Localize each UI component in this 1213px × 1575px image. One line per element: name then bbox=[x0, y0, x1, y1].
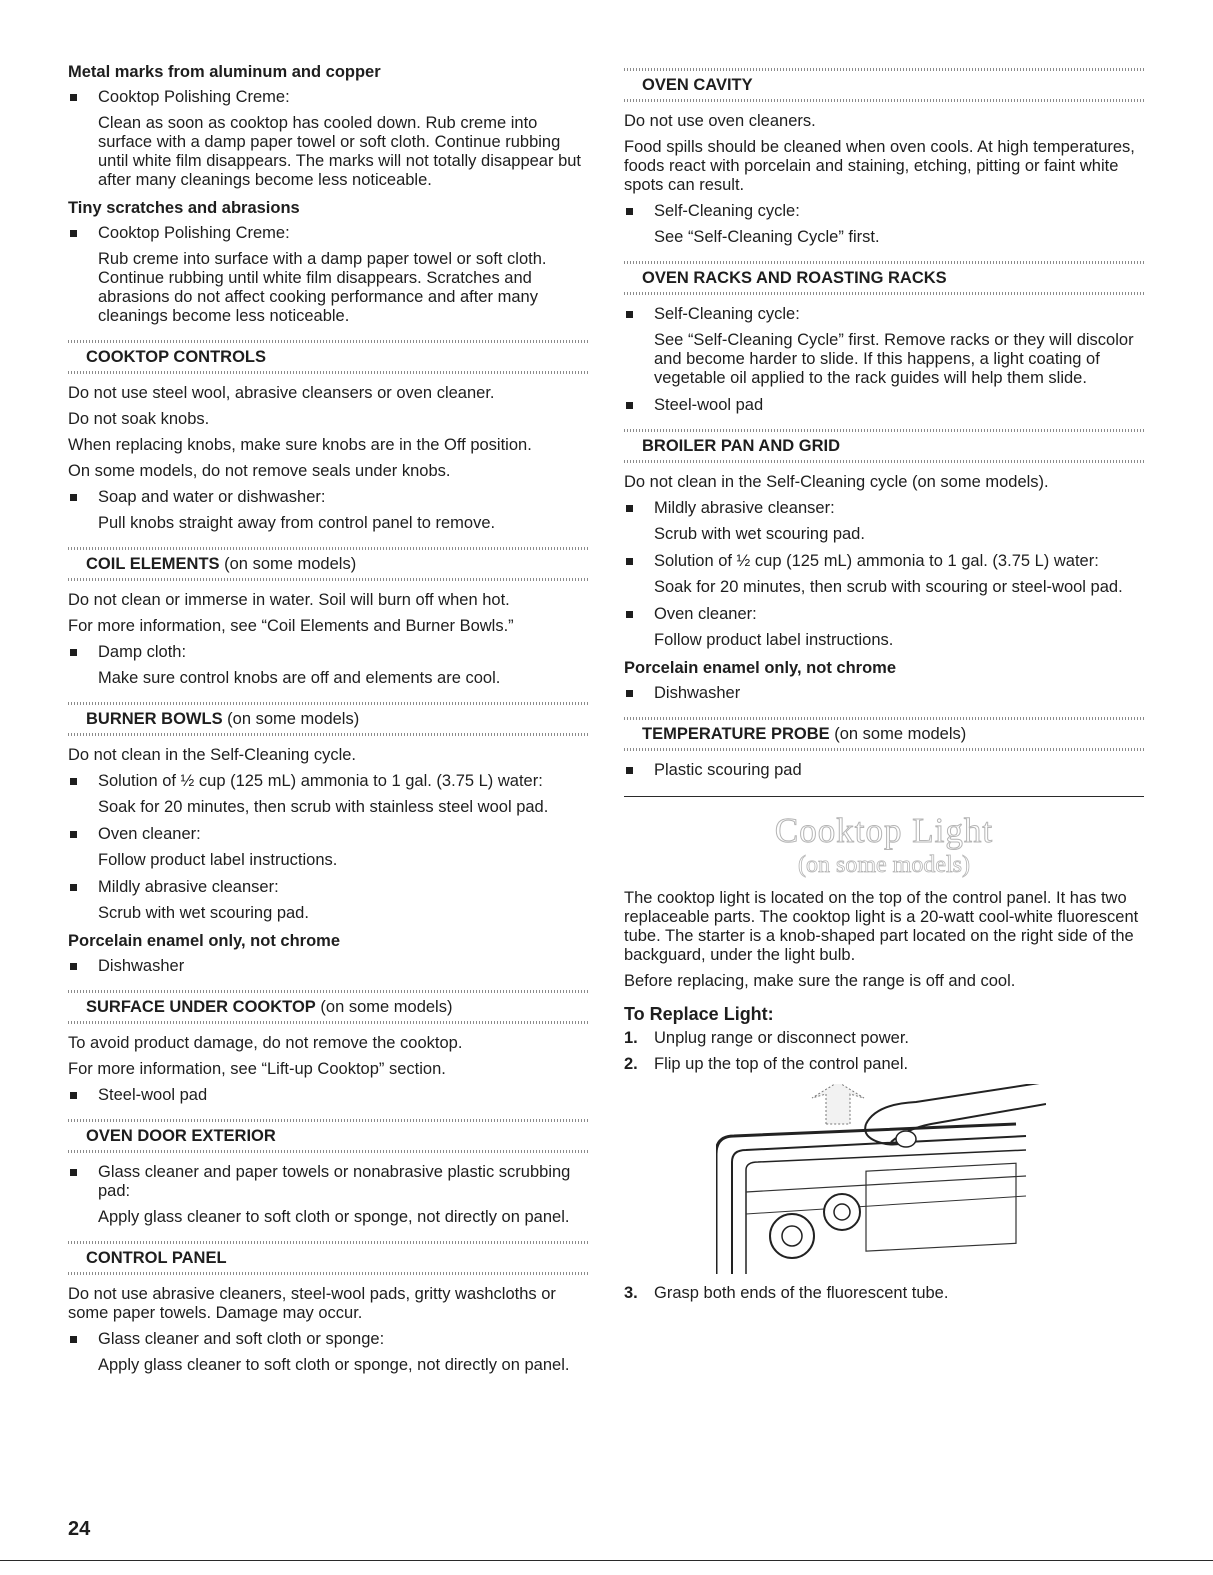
instruction-text: See “Self-Cleaning Cycle” first. bbox=[654, 228, 880, 246]
section-header-coil-elements bbox=[68, 547, 588, 581]
instruction-text: Scrub with wet scouring pad. bbox=[654, 525, 865, 543]
instruction-text: Rub creme into surface with a damp paper towel or soft cloth. Continue rubbing until white film disappears. Scratches and abrasions do not affect cooking performance and after many cleanings become less noticeable. bbox=[98, 250, 547, 325]
bullet-item: Damp cloth: bbox=[68, 643, 588, 662]
replace-light-heading: To Replace Light: bbox=[624, 1004, 774, 1024]
section-title: OVEN RACKS AND ROASTING RACKS bbox=[642, 269, 947, 287]
dotted-rule bbox=[624, 748, 1144, 751]
section-header-broiler-pan bbox=[624, 429, 1144, 463]
dotted-rule bbox=[68, 371, 588, 374]
dotted-rule bbox=[68, 1150, 588, 1153]
bullet-item: Dishwasher bbox=[624, 684, 1144, 703]
step-item: 3. Grasp both ends of the fluorescent tube. bbox=[624, 1284, 949, 1302]
enamel-heading: Porcelain enamel only, not chrome bbox=[624, 659, 897, 677]
bullet-item: Oven cleaner: bbox=[624, 605, 1144, 624]
bullet-item: Dishwasher bbox=[68, 957, 588, 976]
left-column bbox=[68, 62, 588, 1383]
paragraph: When replacing knobs, make sure knobs are in the Off position. bbox=[68, 436, 532, 454]
bullet-item: Cooktop Polishing Creme: bbox=[68, 224, 588, 243]
dotted-rule bbox=[624, 292, 1144, 295]
bullet-item: Mildly abrasive cleanser: bbox=[624, 499, 1144, 518]
bullet-item: Solution of ½ cup (125 mL) ammonia to 1 gal. (3.75 L) water: bbox=[624, 552, 1144, 571]
page-number: 24 bbox=[68, 1518, 91, 1540]
bullet-item: Self-Cleaning cycle: bbox=[624, 305, 1144, 324]
section-divider bbox=[624, 796, 1144, 797]
dotted-rule bbox=[68, 1021, 588, 1024]
paragraph: Food spills should be cleaned when oven cools. At high temperatures, foods react with porcelain and staining, etching, pitting or faint white spots can result. bbox=[624, 138, 1135, 194]
paragraph: For more information, see “Lift-up Cooktop” section. bbox=[68, 1060, 446, 1078]
section-header-cooktop-controls bbox=[68, 340, 588, 374]
enamel-heading: Porcelain enamel only, not chrome bbox=[68, 932, 341, 950]
instruction-text: See “Self-Cleaning Cycle” first. Remove racks or they will discolor and become harder to slide. If this happens, a light coating of vegetable oil applied to the rack guides will help them slide. bbox=[654, 331, 1134, 387]
instruction-text: Soak for 20 minutes, then scrub with scouring or steel-wool pad. bbox=[654, 578, 1123, 596]
instruction-text: Pull knobs straight away from control panel to remove. bbox=[98, 514, 496, 532]
section-header-oven-door-exterior bbox=[68, 1119, 588, 1153]
bullet-item: Glass cleaner and soft cloth or sponge: bbox=[68, 1330, 588, 1349]
cooktop-light-title: Cooktop Light bbox=[774, 811, 994, 850]
section-title: COIL ELEMENTS (on some models) bbox=[86, 555, 357, 573]
right-column bbox=[624, 62, 1144, 1310]
paragraph: To avoid product damage, do not remove the cooktop. bbox=[68, 1034, 463, 1052]
instruction-text: Clean as soon as cooktop has cooled down. Rub creme into surface with a damp paper towel or soft cloth. Continue rubbing until white film disappears. The marks will not totally disappear but after many cleanings become less noticeable. bbox=[98, 114, 582, 189]
instruction-text: Make sure control knobs are off and elements are cool. bbox=[98, 669, 501, 687]
dotted-rule bbox=[624, 460, 1144, 463]
paragraph: For more information, see “Coil Elements and Burner Bowls.” bbox=[68, 617, 514, 635]
instruction-text: Apply glass cleaner to soft cloth or sponge, not directly on panel. bbox=[98, 1356, 570, 1374]
section-title: OVEN CAVITY bbox=[642, 76, 753, 94]
dotted-rule bbox=[68, 1272, 588, 1275]
bullet-item: Glass cleaner and paper towels or nonabrasive plastic scrubbing pad: bbox=[68, 1163, 588, 1201]
section-header-oven-racks bbox=[624, 261, 1144, 295]
dotted-rule bbox=[624, 99, 1144, 102]
paragraph: Before replacing, make sure the range is off and cool. bbox=[624, 972, 1016, 990]
section-title: TEMPERATURE PROBE (on some models) bbox=[642, 725, 967, 743]
paragraph: Do not clean in the Self-Cleaning cycle. bbox=[68, 746, 356, 764]
cooktop-light-subtitle: (on some models) bbox=[798, 852, 970, 878]
control-panel-illustration bbox=[716, 1084, 1046, 1274]
section-title: SURFACE UNDER COOKTOP (on some models) bbox=[86, 998, 453, 1016]
paragraph: The cooktop light is located on the top of the control panel. It has two replaceable parts. The cooktop light is a 20-watt cool-white fluorescent tube. The starter is a knob-shaped part located on the right side of the backguard, under the light bulb. bbox=[624, 889, 1139, 964]
section-title: COOKTOP CONTROLS bbox=[86, 348, 266, 366]
paragraph: Do not use abrasive cleaners, steel-wool pads, gritty washcloths or some paper towels. Damage may occur. bbox=[68, 1285, 556, 1322]
bullet-item: Cooktop Polishing Creme: bbox=[68, 88, 588, 107]
section-header-oven-cavity bbox=[624, 68, 1144, 102]
step-item: 2. Flip up the top of the control panel. bbox=[624, 1055, 909, 1073]
section-title: BROILER PAN AND GRID bbox=[642, 437, 840, 455]
dotted-rule bbox=[68, 733, 588, 736]
instruction-text: Apply glass cleaner to soft cloth or sponge, not directly on panel. bbox=[98, 1208, 570, 1226]
section-title: BURNER BOWLS (on some models) bbox=[86, 710, 360, 728]
metal-marks-heading: Metal marks from aluminum and copper bbox=[68, 63, 381, 81]
paragraph: Do not soak knobs. bbox=[68, 410, 210, 428]
paragraph: Do not use steel wool, abrasive cleansers or oven cleaner. bbox=[68, 384, 495, 402]
section-header-burner-bowls bbox=[68, 702, 588, 736]
bullet-item: Oven cleaner: bbox=[68, 825, 588, 844]
section-title: OVEN DOOR EXTERIOR bbox=[86, 1127, 276, 1145]
bullet-item: Soap and water or dishwasher: bbox=[68, 488, 588, 507]
instruction-text: Scrub with wet scouring pad. bbox=[98, 904, 309, 922]
bullet-item: Mildly abrasive cleanser: bbox=[68, 878, 588, 897]
bullet-item: Solution of ½ cup (125 mL) ammonia to 1 gal. (3.75 L) water: bbox=[68, 772, 588, 791]
bullet-item: Steel-wool pad bbox=[68, 1086, 588, 1105]
paragraph: On some models, do not remove seals under knobs. bbox=[68, 462, 451, 480]
section-title: CONTROL PANEL bbox=[86, 1249, 227, 1267]
paragraph: Do not clean or immerse in water. Soil will burn off when hot. bbox=[68, 591, 510, 609]
bullet-item: Plastic scouring pad bbox=[624, 761, 1144, 780]
instruction-text: Soak for 20 minutes, then scrub with stainless steel wool pad. bbox=[98, 798, 549, 816]
paragraph: Do not clean in the Self-Cleaning cycle (on some models). bbox=[624, 473, 1049, 491]
step-item: 1. Unplug range or disconnect power. bbox=[624, 1029, 909, 1047]
instruction-text: Follow product label instructions. bbox=[98, 851, 338, 869]
paragraph: Do not use oven cleaners. bbox=[624, 112, 816, 130]
bullet-item: Self-Cleaning cycle: bbox=[624, 202, 1144, 221]
bullet-item: Steel-wool pad bbox=[624, 396, 1144, 415]
footer-rule bbox=[0, 1560, 1213, 1561]
instruction-text: Follow product label instructions. bbox=[654, 631, 894, 649]
control-panel-drawing bbox=[716, 1084, 1046, 1274]
section-header-control-panel bbox=[68, 1241, 588, 1275]
dotted-rule bbox=[68, 578, 588, 581]
scratches-heading: Tiny scratches and abrasions bbox=[68, 199, 300, 217]
section-header-temperature-probe bbox=[624, 717, 1144, 751]
section-header-surface-under-cooktop bbox=[68, 990, 588, 1024]
